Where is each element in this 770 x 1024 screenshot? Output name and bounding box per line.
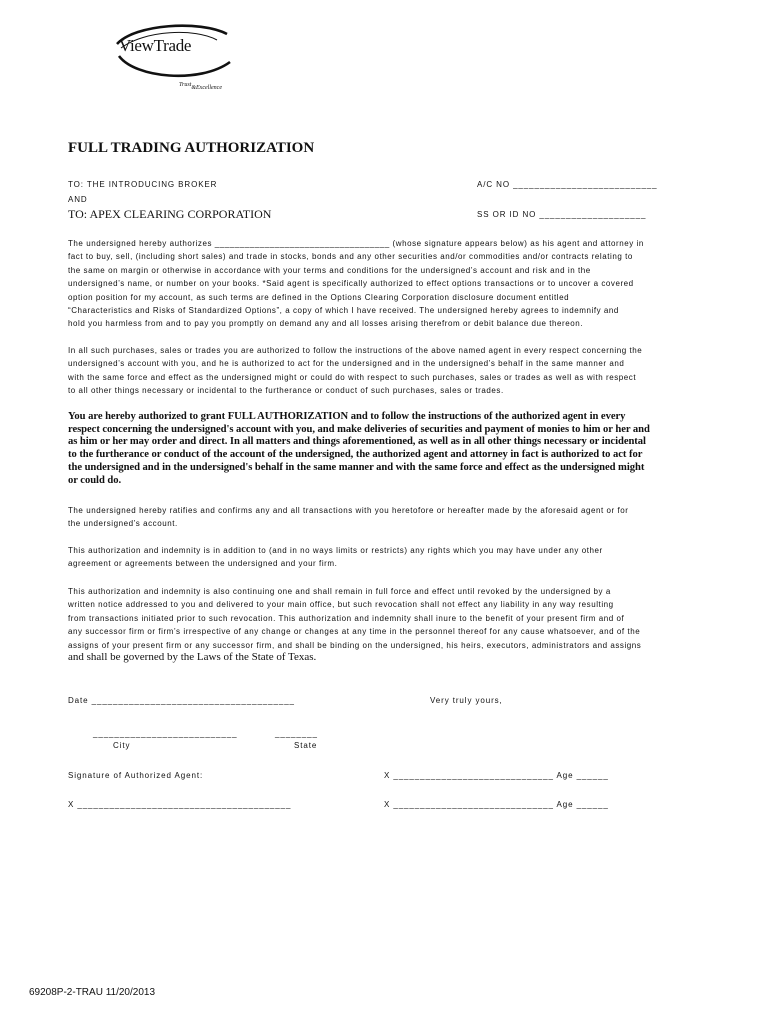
logo-tagline-trust: Trust [179, 82, 192, 88]
city-line: ___________________________ [93, 729, 238, 738]
paragraph-line: The undersigned hereby authorizes ___________________________________ (whose signature appears below) as his agent and attorney in [68, 239, 644, 248]
logo-swoosh-icon [105, 22, 245, 100]
paragraph-line: agreement or agreements between the undersigned and your firm. [68, 559, 338, 569]
paragraph-line: The undersigned hereby ratifies and confirms any and all transactions with you heretofore or hereafter made by the aforesaid agent or for [68, 506, 629, 515]
paragraph-line: This authorization and indemnity is in addition to (and in no ways limits or restricts) any rights which you may have under any other [68, 546, 603, 555]
paragraph-line: In all such purchases, sales or trades you are authorized to follow the instructions of the above named agent in every respect concerning the [68, 346, 643, 355]
state-label: State [294, 741, 318, 750]
closing-very-truly: Very truly yours, [430, 696, 503, 705]
account-number-field: A/C NO ___________________________ [477, 180, 658, 189]
paragraph-line: assigns of your present firm or any successor firm, and shall be binding on the undersigned, his heirs, executors, administrators and assigns [68, 640, 642, 650]
paragraph-line: This authorization and indemnity is also continuing one and shall remain in full force and effect until revoked by the undersigned by a [68, 587, 611, 596]
date-field: Date ______________________________________ [68, 696, 295, 705]
paragraph-line: undersigned’s name, or number on your books. *Said agent is specifically authorized to effect options transactions or to uncover a covered [68, 279, 634, 289]
to-apex: TO: APEX CLEARING CORPORATION [68, 207, 272, 221]
paragraph-line: the same on margin or otherwise in accordance with your terms and conditions for the undersigned’s account and risk and in the [68, 265, 591, 275]
logo-tagline [179, 82, 222, 91]
paragraph-line: or could do. [68, 474, 122, 486]
paragraph-line: as him or her may order and direct. In all matters and things aforementioned, as well as in all other things necessary or incidental [68, 436, 646, 448]
paragraph-line: “Characteristics and Risks of Standardized Options”, a copy of which I have received. The undersigned hereby agrees to indemnify and [68, 306, 619, 316]
paragraph-line: option position for my account, as such terms are defined in the Options Clearing Corporation disclosure document entitled [68, 292, 570, 302]
signature-line-age-2: X ______________________________ Age ______ [384, 800, 609, 809]
paragraph-continuing [68, 585, 641, 652]
paragraph-texas-law: and shall be governed by the Laws of the State of Texas. [68, 651, 317, 663]
paragraph-line: to the furtherance or conduct of the account of the undersigned, the authorized agent and attorney in fact is authorized to act for [68, 449, 643, 461]
paragraph-full-authorization [68, 411, 650, 487]
paragraph-line: the undersigned and in the undersigned's behalf in the same manner and with the same force and effect as the undersigned might [68, 461, 645, 473]
city-label: City [113, 741, 131, 750]
paragraph-line: from transactions initiated prior to such revocation. This authorization and indemnity shall inure to the benefit of your present firm and of [68, 613, 625, 623]
logo-brand: ViewTrade [119, 36, 192, 55]
paragraph-line: You are hereby authorized to grant FULL AUTHORIZATION and to follow the instructions of the authorized agent in every [68, 411, 626, 422]
paragraph-line: to all other things necessary or incidental to the furtherance or conduct of such purchases, sales or trades. [68, 386, 504, 396]
logo-tagline-excellence: &Excellence [191, 85, 222, 91]
and-text: AND [68, 195, 88, 204]
paragraph-line: the undersigned’s account. [68, 519, 178, 529]
to-broker: TO: THE INTRODUCING BROKER [68, 180, 218, 189]
paragraph-line: with the same force and effect as the undersigned might or could do with respect to such purchases, sales or trades as well as with respect [68, 372, 637, 382]
paragraph-authorization [68, 237, 644, 331]
paragraph-purchases [68, 344, 642, 398]
paragraph-line: respect concerning the undersigned's account with you, and make deliveries of securities and payment of monies to him or her and [68, 423, 650, 435]
paragraph-line: any successor firm or firm’s irrespective of any change or changes at any time in the personnel thereof for any cause whatsoever, and of the [68, 627, 641, 637]
viewtrade-logo [105, 22, 245, 100]
paragraph-line: written notice addressed to you and delivered to your main office, but such revocation shall not effect any liability in any way resulting [68, 600, 614, 610]
agent-signature-line: X ________________________________________ [68, 800, 292, 809]
paragraph-ratifies [68, 504, 629, 531]
paragraph-line: undersigned’s account with you, and he is authorized to act for the undersigned and in the undersigned’s behalf in the same manner and [68, 359, 625, 369]
paragraph-indemnity-addition [68, 544, 603, 571]
page-title: FULL TRADING AUTHORIZATION [68, 140, 315, 156]
ss-id-field: SS OR ID NO ____________________ [477, 210, 647, 219]
agent-signature-label: Signature of Authorized Agent: [68, 771, 204, 780]
paragraph-line: fact to buy, sell, (including short sales) and trade in stocks, bonds and any other securities and/or commodities and/or contracts relating to [68, 252, 633, 262]
paragraph-line: hold you harmless from and to pay you promptly on demand any and all losses arising therefrom or debit balance due thereon. [68, 319, 584, 329]
signature-line-age-1: X ______________________________ Age ______ [384, 771, 609, 780]
form-number-footer: 69208P-2-TRAU 11/20/2013 [29, 987, 156, 998]
state-line: ________ [275, 729, 318, 738]
